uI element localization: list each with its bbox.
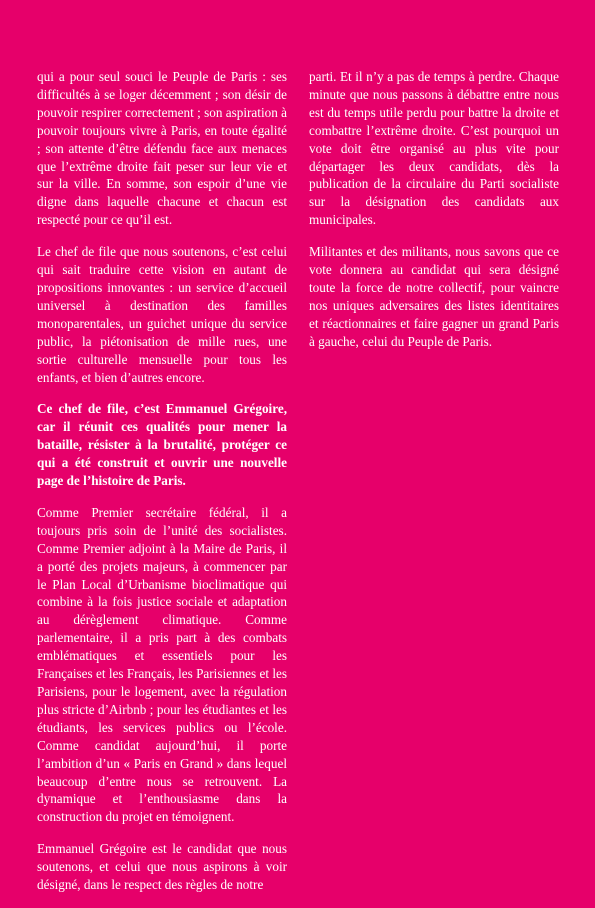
paragraph: Le chef de file que nous soutenons, c’est celui qui sait traduire cette vision en autant de propositions innovantes : un service d’accueil universel à destination des familles monoparentales, un guichet unique du service public, la piétonisation de mille rues, une sortie culturelle mensuelle pour tous les enfants, et bien d’autres encore.	[37, 244, 287, 385]
text-column-right	[309, 68, 559, 365]
paragraph: parti. Et il n’y a pas de temps à perdre. Chaque minute que nous passons à débattre entre nous est du temps utile perdu pour battre la droite et combattre l’extrême droite. C’est pourquoi un vote doit être organisé au plus vite pour départager les deux candidats, dès la publication de la circulaire du Parti socialiste sur la désignation des candidats aux municipales.	[309, 69, 559, 228]
paragraph: Militantes et des militants, nous savons que ce vote donnera au candidat qui sera désigné toute la force de notre collectif, pour vaincre nos uniques adversaires des listes identitaires et réactionnaires et faire gagner un grand Paris à gauche, celui du Peuple de Paris.	[309, 244, 559, 349]
paragraph: Comme Premier secrétaire fédéral, il a toujours pris soin de l’unité des socialistes. Comme Premier adjoint à la Maire de Paris, il a porté des projets majeurs, à commencer par le Plan Local d’Urbanisme bioclimatique qui combine à la fois justice sociale et adaptation au dérèglement climatique. Comme parlementaire, il a pris part à des combats emblématiques et essentiels pour les Françaises et les Français, les Parisiennes et les Parisiens, pour le logement, avec la régulation plus stricte d’Airbnb ; pour les étudiantes et les étudiants, les services publics ou l’école. Comme candidat aujourd’hui, il porte l’ambition d’un « Paris en Grand » dans lequel beaucoup d’entre nous se retrouvent. La dynamique et l’enthousiasme dans la construction du projet en témoignent.	[37, 504, 287, 825]
paragraph: qui a pour seul souci le Peuple de Paris : ses difficultés à se loger décemment ; son désir de pouvoir respirer correctement ; son aspiration à pouvoir toujours vivre à Paris, en toute égalité ; son attente d’être défendu face aux menaces que l’extrême droite fait peser sur leur vie et sur la ville. En somme, son espoir d’une vie digne dans laquelle chacune et chacun est respecté pour ce qu’il est.	[37, 69, 287, 228]
paragraph: Emmanuel Grégoire est le candidat que nous soutenons, et celui que nous aspirons à voir désigné, dans le respect des règles de notre	[37, 841, 287, 893]
paragraph-emphasis: Ce chef de file, c’est Emmanuel Grégoire, car il réunit ces qualités pour mener la bataille, résister à la brutalité, protéger ce qui a été construit et ouvrir une nouvelle page de l’histoire de Paris.	[37, 401, 287, 489]
text-column-left	[37, 68, 287, 908]
